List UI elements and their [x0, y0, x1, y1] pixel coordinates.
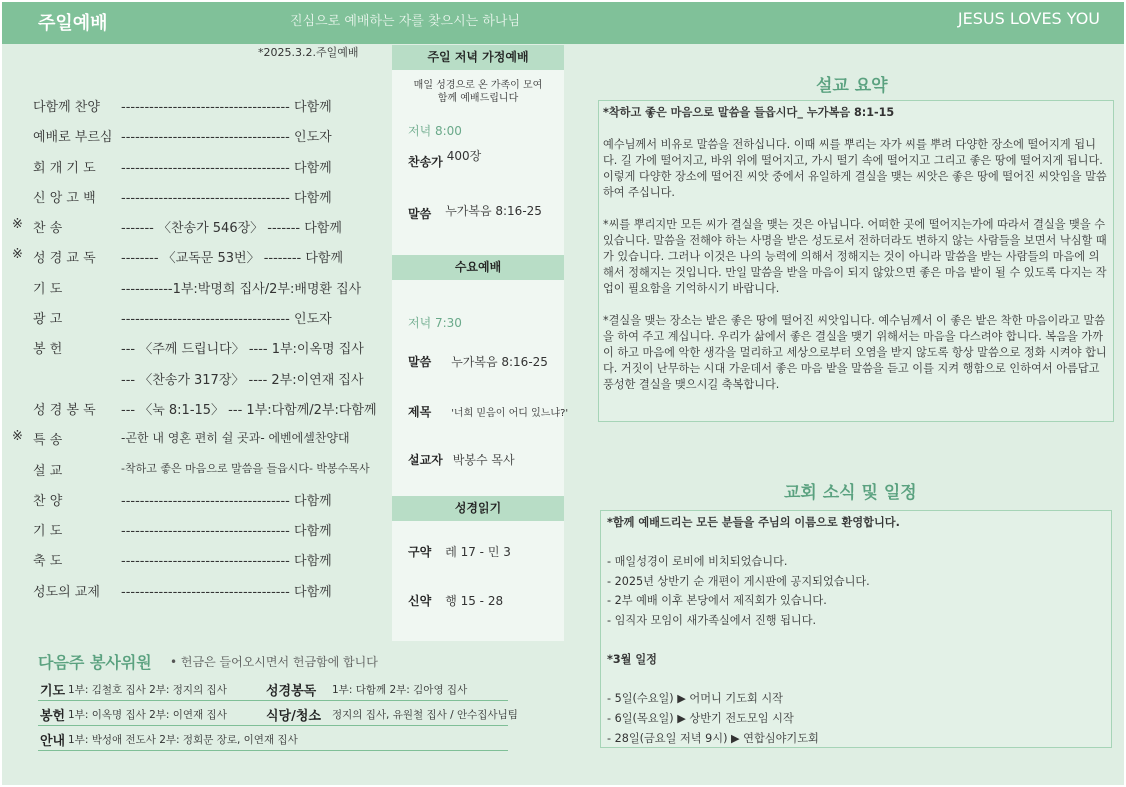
- order-label: 설 교: [33, 463, 63, 479]
- family-hymn-value: 400장: [446, 149, 482, 163]
- prayer-value: 1부: 김철호 집사 2부: 정지의 집사: [68, 684, 227, 696]
- order-row: [10, 429, 390, 459]
- news-spacer: [607, 535, 1105, 555]
- order-row: [10, 581, 390, 611]
- family-time: 저녁 8:00: [408, 124, 462, 138]
- order-row: [10, 157, 390, 187]
- order-label: 신 앙 고 백: [33, 190, 96, 206]
- order-detail: -----------1부:박명희 집사/2부:배명환 집사: [121, 281, 362, 297]
- schedule-item: - 5일(수요일) ▶ 어머니 기도회 시작: [607, 692, 783, 706]
- order-row: [10, 490, 390, 520]
- order-label: 예배로 부르심: [33, 130, 113, 146]
- order-detail: -------- 〈교독문 53번〉 -------- 다함께: [121, 251, 344, 267]
- order-detail: ------------------------------------ 다함께: [121, 584, 332, 600]
- order-label: 찬 양: [33, 493, 63, 509]
- order-row: [10, 96, 390, 126]
- wednesday-heading: 수요예배: [392, 255, 564, 280]
- wednesday-word: [408, 353, 548, 370]
- reading-value: 1부: 다함께 2부: 김아영 집사: [332, 684, 468, 696]
- order-detail: ------------------------------------ 인도자: [121, 312, 332, 328]
- order-detail: --- 〈눅 8:1-15〉 --- 1부:다함께/2부:다함께: [121, 402, 377, 418]
- family-worship-heading: 주일 저녁 가정예배: [392, 45, 564, 70]
- order-row: [10, 187, 390, 217]
- order-row: [10, 278, 390, 308]
- order-mark: ※: [12, 429, 23, 445]
- usher-value: 1부: 박성애 전도사 2부: 정회문 장로, 이연재 집사: [68, 734, 298, 746]
- page-title: 주일예배: [38, 13, 108, 34]
- reading-ot-label: 구약: [408, 545, 432, 559]
- order-detail: ------------------------------------ 다함께: [121, 554, 332, 570]
- news-item: - 매일성경이 로비에 비치되었습니다.: [607, 555, 788, 569]
- order-label: 성 경 교 독: [33, 251, 96, 267]
- news-spacer: [607, 672, 1105, 692]
- kitchen-label: 식당/청소: [266, 709, 321, 724]
- schedule-item: - 6일(목요일) ▶ 상반기 전도모임 시작: [607, 711, 794, 725]
- order-label: 봉 헌: [33, 342, 63, 358]
- order-mark: ※: [12, 247, 23, 263]
- news-title: 교회 소식 및 일정: [784, 483, 917, 503]
- wednesday-topic-label: 제목: [408, 405, 432, 419]
- order-row: [10, 308, 390, 338]
- prayer-label: 기도: [40, 684, 66, 699]
- order-row: [10, 399, 390, 429]
- order-detail: ------------------------------------ 다함께: [121, 160, 332, 176]
- news-item: - 2부 예배 이후 본당에서 제직회가 있습니다.: [607, 594, 827, 608]
- family-word: [408, 205, 542, 222]
- order-label: 광 고: [33, 312, 63, 328]
- order-detail: ------- 〈찬송가 546장〉 ------- 다함께: [121, 221, 342, 237]
- schedule-item: - 28일(금요일 저녁 9시) ▶ 연합심야기도회: [607, 731, 819, 745]
- middle-column: [392, 45, 569, 641]
- order-row: [10, 460, 390, 490]
- order-label: 축 도: [33, 554, 63, 570]
- order-detail: ------------------------------------ 다함께: [121, 493, 332, 509]
- wednesday-preacher-label: 설교자: [408, 453, 443, 467]
- servers-title: 다음주 봉사위원: [38, 653, 152, 672]
- order-row: [10, 338, 390, 368]
- servers-row: [38, 728, 508, 751]
- offering-label: 봉헌: [40, 709, 66, 724]
- family-hymn: [408, 149, 482, 170]
- order-label: 기 도: [33, 281, 63, 297]
- news-box: [600, 510, 1112, 748]
- order-label: 기 도: [33, 524, 63, 540]
- news-item: - 2025년 상반기 순 개편이 게시판에 공지되었습니다.: [607, 574, 870, 588]
- order-label: 다함께 찬양: [33, 100, 100, 115]
- news-welcome: *함께 예배드리는 모든 분들을 주님의 이름으로 환영합니다.: [607, 516, 900, 529]
- servers-row: [38, 678, 508, 701]
- order-row: [10, 247, 390, 277]
- sermon-paragraph: *결실을 맺는 장소는 밭은 좋은 땅에 떨어진 씨앗입니다. 예수님께서 이 좋은 밭은 착한 마음이라고 말씀을 하여 주고 계십니다. 우리가 삶에서 좋은 결실을 맺기 위해서는 마음을 다스려야 합니다. 복음을 가까이 하고 마음에 악한 생각을 멀리하고 세상으로부터 오염을 받지 않도록 항상 말씀으로 정화 시켜야 합니다. 거짓이 난무하는 시대 가운데서 좋은 마음 밭을 말씀을 듣고 이를 지켜 행함으로 인하여서 아름답고 풍성한 결실을 맺으시길 축복합니다.: [603, 314, 1107, 391]
- reading-heading: 성경읽기: [392, 496, 564, 521]
- header-bar: [2, 2, 1124, 44]
- kitchen-value: 정지의 집사, 유원철 집사 / 안수집사님팀: [332, 709, 518, 721]
- usher-label: 안내: [40, 734, 66, 749]
- sermon-title: 설교 요약: [816, 76, 888, 96]
- wednesday-preacher: [408, 451, 515, 468]
- family-word-value: 누가복음 8:16-25: [445, 204, 542, 218]
- reading-nt: [408, 592, 503, 609]
- order-label: 성 경 봉 독: [33, 402, 96, 418]
- order-row: [10, 217, 390, 247]
- header-subtitle: 진심으로 예배하는 자를 찾으시는 하나님: [290, 14, 521, 29]
- order-row: [10, 126, 390, 156]
- bulletin-page: [2, 2, 1124, 785]
- order-detail: --- 〈주께 드립니다〉 ---- 1부:이옥명 집사: [121, 342, 364, 358]
- wednesday-preacher-value: 박봉수 목사: [452, 453, 515, 467]
- order-detail: -곤한 내 영혼 편히 쉴 곳과- 에벤에셀찬양대: [121, 431, 350, 446]
- header-motto: JESUS LOVES YOU: [957, 9, 1100, 28]
- family-hymn-label: 찬송가: [408, 155, 443, 169]
- reading-nt-label: 신약: [408, 594, 432, 608]
- reading-nt-value: 행 15 - 28: [445, 594, 504, 608]
- schedule-title: *3월 일정: [607, 653, 657, 667]
- offering-note: • 헌금은 들어오시면서 헌금함에 합니다: [170, 655, 378, 669]
- wednesday-topic: [408, 403, 568, 420]
- worship-order: [10, 96, 390, 611]
- order-detail: ------------------------------------ 인도자: [121, 130, 332, 146]
- reading-ot-value: 레 17 - 민 3: [445, 545, 511, 559]
- family-note: 매일 성경으로 온 가족이 모여: [413, 80, 543, 91]
- order-detail: ------------------------------------ 다함께: [121, 190, 332, 206]
- order-label: 찬 송: [33, 221, 63, 237]
- sermon-box: [598, 100, 1114, 422]
- family-note: 함께 예배드립니다: [437, 93, 519, 104]
- servers-row: [38, 703, 518, 726]
- sermon-paragraph: *착하고 좋은 마음으로 말씀을 들읍시다_ 누가복음 8:1-15: [603, 106, 895, 119]
- wednesday-topic-value: '너희 믿음이 어디 있느냐?': [451, 408, 569, 419]
- order-mark: ※: [12, 217, 23, 233]
- family-word-label: 말씀: [408, 207, 432, 221]
- wednesday-word-label: 말씀: [408, 355, 432, 369]
- sermon-paragraph: 예수님께서 비유로 말씀을 전하십니다. 이때 씨를 뿌리는 자가 씨를 뿌려 다양한 장소에 떨어지게 됩니다. 길 가에 떨어지고, 바위 위에 떨어지고, 가시 떨기 속에 떨어지고 그리고 좋은 땅에 떨어지게 됩니다. 이렇게 다양한 장소에 떨어진 씨앗 중에서 유일하게 결실을 맺는 씨앗은 좋은 땅에 떨어진 씨앗임을 말씀하여 주십니다.: [603, 138, 1107, 199]
- order-row: [10, 520, 390, 550]
- sermon-paragraph: *씨를 뿌리지만 모든 씨가 결실을 맺는 것은 아닙니다. 어떠한 곳에 떨어지는가에 따라서 결실을 맺을 수 있습니다. 말씀을 전해야 하는 사명을 받은 성도로서 전하더라도 변하지 않는 사람들을 보면서 낙심할 때가 있습니다. 그러나 이것은 나의 능력에 의해서 정해지는 것이 아니라 말씀을 받는 사람들의 마음에 의해서 정해지는 것입니다. 만일 말씀을 받을 마음이 되지 않았으면 좋은 마음 밭이 될 수 있도록 다지는 작업이 필요함을 기억하시기 바랍니다.: [603, 218, 1107, 295]
- order-detail: -착하고 좋은 마음으로 말씀을 들읍시다- 박봉수목사: [121, 461, 370, 475]
- order-label: 회 개 기 도: [33, 160, 96, 176]
- order-detail: ------------------------------------ 다함께: [121, 524, 332, 540]
- service-date: *2025.3.2.주일예배: [258, 46, 359, 59]
- reading-label: 성경봉독: [266, 684, 317, 699]
- order-detail: --- 〈찬송가 317장〉 ---- 2부:이연재 집사: [121, 372, 364, 388]
- offering-value: 1부: 이옥명 집사 2부: 이연재 집사: [68, 709, 227, 721]
- order-detail: ------------------------------------ 다함께: [121, 100, 332, 115]
- news-spacer: [607, 633, 1105, 653]
- order-row: [10, 369, 390, 399]
- wednesday-time: 저녁 7:30: [408, 316, 462, 330]
- wednesday-word-value: 누가복음 8:16-25: [451, 355, 548, 369]
- order-label: 성도의 교제: [33, 584, 100, 600]
- order-row: [10, 550, 390, 580]
- order-label: 특 송: [33, 433, 63, 449]
- news-item: - 임직자 모임이 새가족실에서 진행 됩니다.: [607, 613, 817, 627]
- reading-ot: [408, 543, 511, 560]
